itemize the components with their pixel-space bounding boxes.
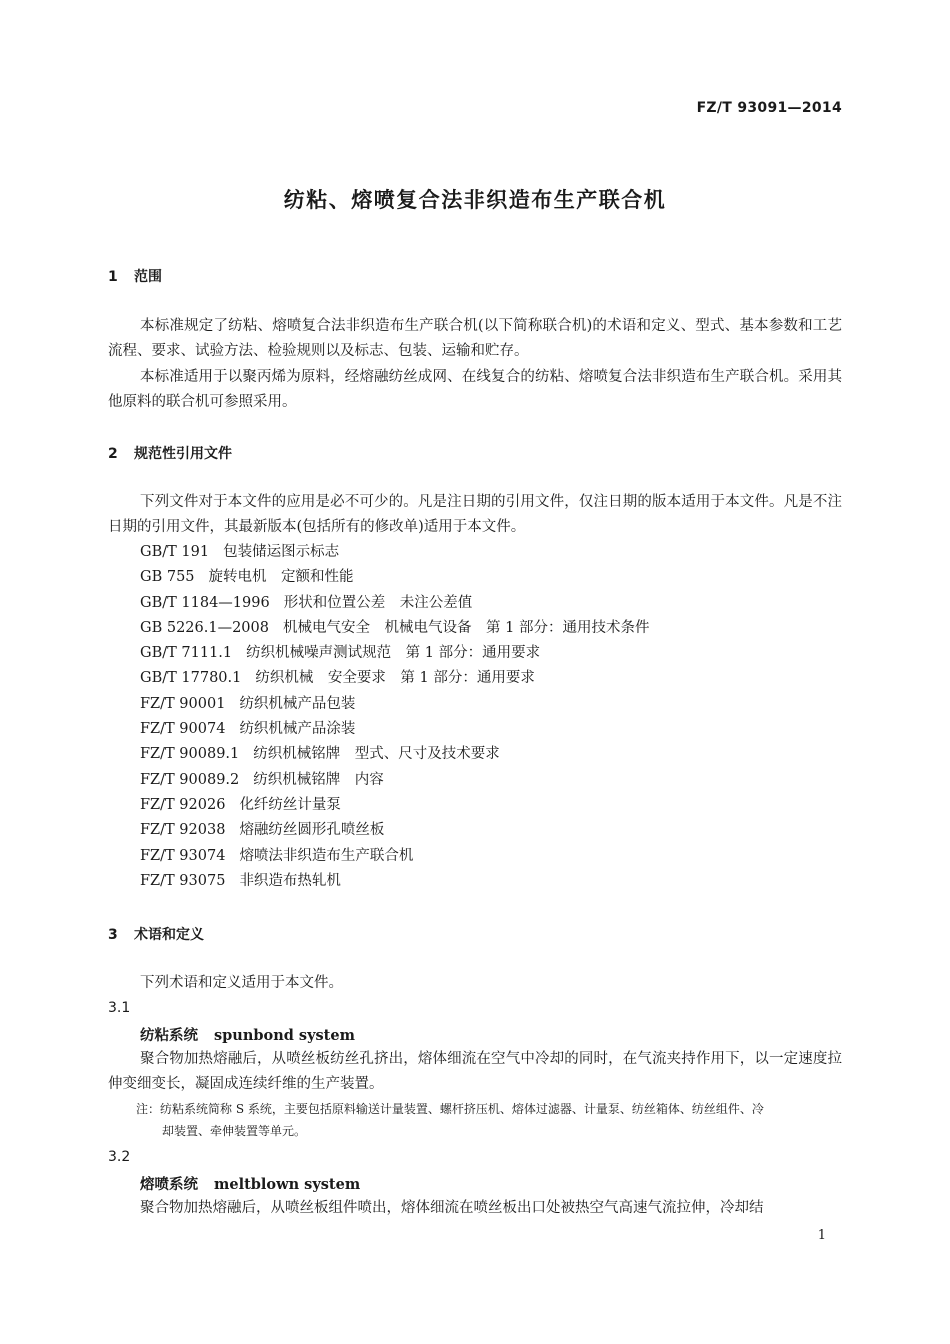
term-name-en: meltblown system bbox=[214, 1176, 361, 1193]
scope-paragraph-2: 本标准适用于以聚丙烯为原料，经熔融纺丝成网、在线复合的纺粘、熔喷复合法非织造布生产联合机。采用其他原料的联合机可参照采用。 bbox=[108, 369, 842, 410]
reference-item bbox=[140, 717, 649, 742]
reference-item bbox=[140, 616, 649, 641]
reference-title: 旋转电机 定额和性能 bbox=[208, 569, 354, 586]
reference-item bbox=[140, 591, 649, 616]
section-title: 范围 bbox=[134, 269, 162, 285]
reference-code: GB/T 7111.1 bbox=[140, 645, 233, 662]
term-name bbox=[140, 1173, 360, 1194]
reference-title: 熔融纺丝圆形孔喷丝板 bbox=[239, 822, 385, 839]
reference-title: 纺织机械噪声测试规范 第 1 部分：通用要求 bbox=[246, 645, 541, 662]
reference-title: 纺织机械铭牌 内容 bbox=[253, 771, 384, 788]
term-number: 3.2 bbox=[108, 1149, 131, 1165]
document-title: 纺粘、熔喷复合法非织造布生产联合机 bbox=[283, 188, 667, 212]
reference-title: 纺织机械 安全要求 第 1 部分：通用要求 bbox=[255, 670, 535, 687]
reference-item bbox=[140, 768, 649, 793]
reference-item bbox=[140, 844, 649, 869]
references-intro: 下列文件对于本文件的应用是必不可少的。凡是注日期的引用文件，仅注日期的版本适用于本文件。凡是不注日期的引用文件，其最新版本(包括所有的修改单)适用于本文件。 bbox=[108, 494, 842, 535]
section-title: 规范性引用文件 bbox=[134, 446, 232, 462]
reference-list bbox=[140, 540, 649, 894]
section-heading-references bbox=[108, 443, 232, 463]
reference-title: 纺织机械产品包装 bbox=[239, 695, 356, 712]
term-number: 3.1 bbox=[108, 1000, 131, 1016]
reference-item bbox=[140, 666, 649, 691]
reference-code: FZ/T 90089.1 bbox=[140, 746, 240, 763]
term-name-en: spunbond system bbox=[214, 1027, 355, 1044]
reference-title: 化纤纺丝计量泵 bbox=[239, 796, 341, 813]
reference-code: GB 5226.1—2008 bbox=[140, 619, 269, 636]
reference-title: 纺织机械铭牌 型式、尺寸及技术要求 bbox=[253, 746, 500, 763]
reference-item bbox=[140, 641, 649, 666]
reference-code: FZ/T 93074 bbox=[140, 847, 226, 864]
term-name bbox=[140, 1024, 355, 1045]
reference-item bbox=[140, 818, 649, 843]
term-definition: 聚合物加热熔融后，从喷丝板组件喷出，熔体细流在喷丝板出口处被热空气高速气流拉伸，冷却结 bbox=[140, 1200, 764, 1216]
reference-title: 非织造布热轧机 bbox=[239, 872, 341, 889]
section-number: 2 bbox=[108, 446, 118, 462]
reference-code: FZ/T 90089.2 bbox=[140, 771, 240, 788]
term-name-cn: 纺粘系统 bbox=[140, 1027, 198, 1044]
reference-item bbox=[140, 540, 649, 565]
reference-code: FZ/T 93075 bbox=[140, 872, 226, 889]
reference-item bbox=[140, 565, 649, 590]
section-number: 3 bbox=[108, 927, 118, 943]
reference-item bbox=[140, 742, 649, 767]
section-heading-scope bbox=[108, 266, 162, 286]
reference-code: FZ/T 90074 bbox=[140, 721, 226, 738]
term-name-cn: 熔喷系统 bbox=[140, 1176, 198, 1193]
reference-title: 纺织机械产品涂装 bbox=[239, 721, 356, 738]
reference-item bbox=[140, 869, 649, 894]
reference-code: GB/T 1184—1996 bbox=[140, 594, 270, 611]
reference-code: FZ/T 92026 bbox=[140, 796, 226, 813]
note-label: 注： bbox=[136, 1102, 161, 1116]
reference-code: GB 755 bbox=[140, 569, 195, 586]
reference-code: FZ/T 92038 bbox=[140, 822, 226, 839]
reference-code: GB/T 17780.1 bbox=[140, 670, 242, 687]
reference-code: GB/T 191 bbox=[140, 544, 210, 560]
reference-title: 包装储运图示标志 bbox=[223, 544, 340, 560]
standard-code: FZ/T 93091—2014 bbox=[696, 100, 842, 116]
reference-code: FZ/T 90001 bbox=[140, 695, 226, 712]
page-number: 1 bbox=[817, 1228, 826, 1243]
term-definition: 聚合物加热熔融后，从喷丝板纺丝孔挤出，熔体细流在空气中冷却的同时，在气流夹持作用下，以一定速度拉伸变细变长，凝固成连续纤维的生产装置。 bbox=[108, 1051, 842, 1092]
note-text-line1: 纺粘系统简称 S 系统，主要包括原料输送计量装置、螺杆挤压机、熔体过滤器、计量泵、纺丝箱体、纺丝组件、冷 bbox=[160, 1102, 764, 1116]
reference-title: 熔喷法非织造布生产联合机 bbox=[239, 847, 414, 864]
note-text-line2: 却装置、牵伸装置等单元。 bbox=[162, 1124, 307, 1138]
reference-title: 机械电气安全 机械电气设备 第 1 部分：通用技术条件 bbox=[283, 619, 650, 636]
section-title: 术语和定义 bbox=[134, 927, 204, 943]
section-number: 1 bbox=[108, 269, 118, 285]
terms-intro: 下列术语和定义适用于本文件。 bbox=[140, 975, 343, 991]
reference-item bbox=[140, 793, 649, 818]
term-note bbox=[136, 1098, 842, 1142]
reference-title: 形状和位置公差 未注公差值 bbox=[283, 594, 473, 611]
scope-paragraph-1: 本标准规定了纺粘、熔喷复合法非织造布生产联合机(以下简称联合机)的术语和定义、型式、基本参数和工艺流程、要求、试验方法、检验规则以及标志、包装、运输和贮存。 bbox=[108, 318, 842, 359]
section-heading-terms bbox=[108, 924, 204, 944]
reference-item bbox=[140, 692, 649, 717]
